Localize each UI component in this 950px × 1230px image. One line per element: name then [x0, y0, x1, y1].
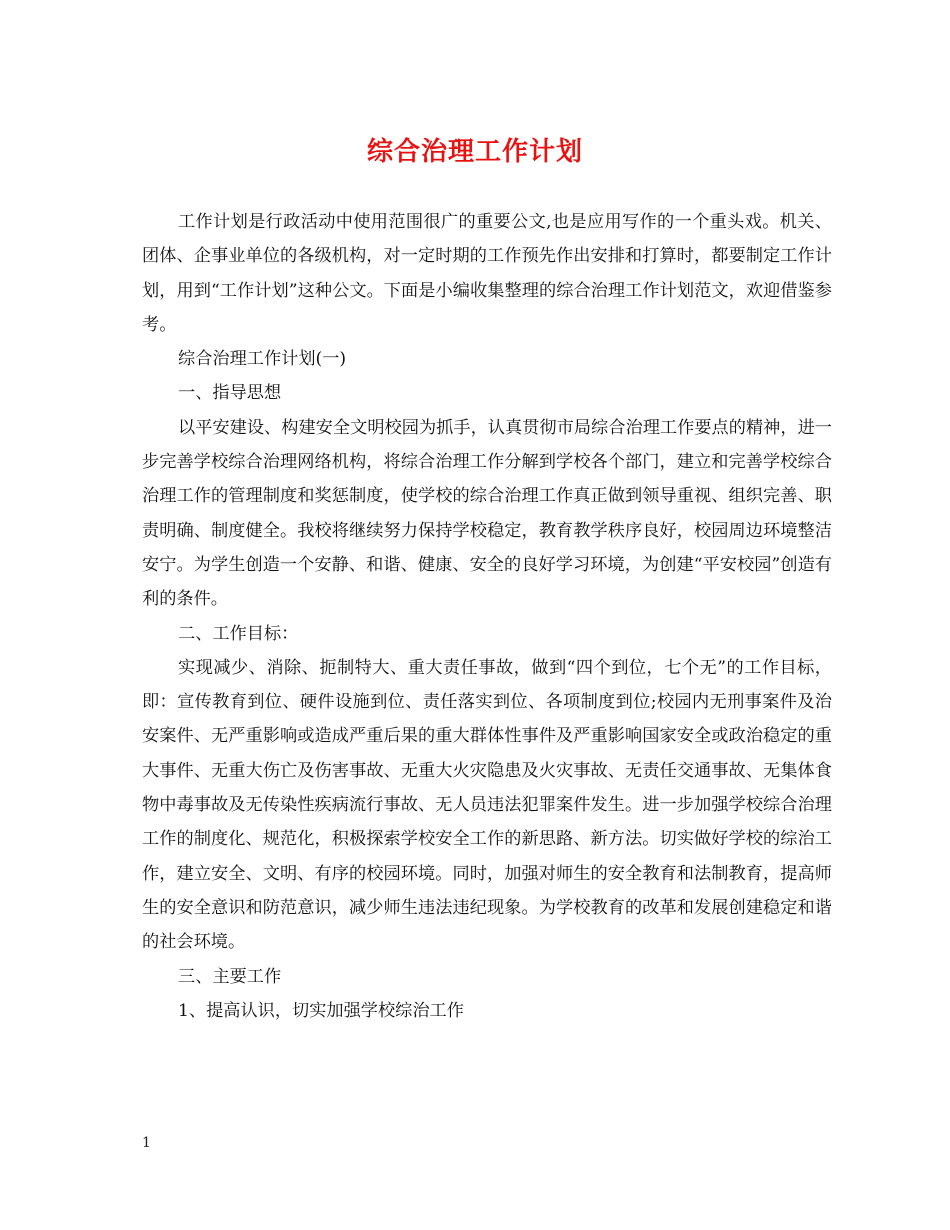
work-goals-paragraph: 实现减少、消除、扼制特大、重大责任事故，做到“四个到位，七个无”的工作目标，即：宣传教育到位、硬件设施到位、责任落实到位、各项制度到位;校园内无刑事案件及治安案件、无严重影响或造成严重后果的重大群体性事件及严重影响国家安全或政治稳定的重大事件、无重大伤亡及伤害事故、无重大火灾隐患及火灾事故、无责任交通事故、无集体食物中毒事故及无传染性疾病流行事故、无人员违法犯罪案件发生。进一步加强学校综合治理工作的制度化、规范化，积极探索学校安全工作的新思路、新方法。切实做好学校的综治工作，建立安全、文明、有序的校园环境。同时，加强对师生的安全教育和法制教育，提高师生的安全意识和防范意识，减少师生违法违纪现象。为学校教育的改革和发展创建稳定和谐的社会环境。 — [142, 657, 832, 953]
guiding-ideology-paragraph: 以平安建设、构建安全文明校园为抓手，认真贯彻市局综合治理工作要点的精神，进一步完善学校综合治理网络机构，将综合治理工作分解到学校各个部门，建立和完善学校综合治理工作的管理制度和奖惩制度，使学校的综合治理工作真正做到领导重视、组织完善、职责明确、制度健全。我校将继续努力保持学校稳定，教育教学秩序良好，校园周边环境整洁安宁。为学生创造一个安静、和谐、健康、安全的良好学习环境，为创建“平安校园”创造有利的条件。 — [142, 417, 832, 610]
document-body — [142, 205, 832, 1028]
section-heading-work-goals: 二、工作目标： — [178, 623, 299, 644]
document-title: 综合治理工作计划 — [366, 137, 583, 167]
page-number: 1 — [142, 1135, 151, 1151]
section-heading-guiding-ideology: 一、指导思想 — [178, 383, 282, 404]
main-work-item-one: 1、提高认识，切实加强学校综治工作 — [178, 1000, 464, 1021]
section-heading-plan-one: 综合治理工作计划(一) — [178, 349, 347, 370]
section-heading-main-work: 三、主要工作 — [178, 966, 282, 987]
intro-paragraph: 工作计划是行政活动中使用范围很广的重要公文,也是应用写作的一个重头戏。机关、团体、企事业单位的各级机构，对一定时期的工作预先作出安排和打算时，都要制定工作计划，用到“工作计划”这种公文。下面是小编收集整理的综合治理工作计划范文，欢迎借鉴参考。 — [142, 212, 832, 335]
